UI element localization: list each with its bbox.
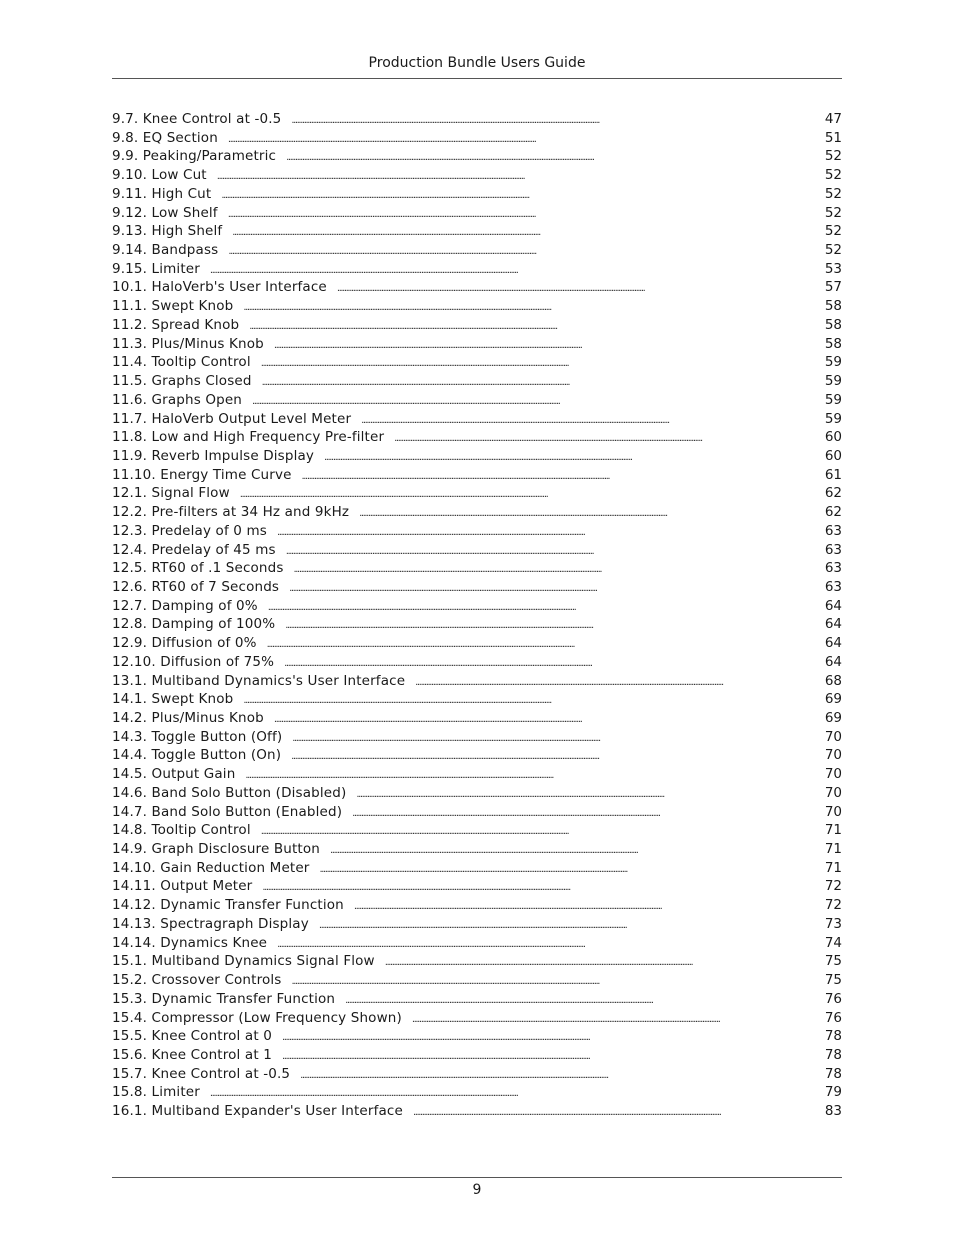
toc-entry-page-number[interactable]: 64 [824, 635, 842, 652]
toc-entry[interactable] [112, 110, 842, 129]
toc-dot-leader [294, 561, 818, 580]
toc-entry-title[interactable]: 15.1. Multiband Dynamics Signal Flow [112, 953, 375, 970]
toc-entry[interactable] [112, 559, 842, 578]
toc-entry[interactable] [112, 784, 842, 803]
toc-dot-leader [217, 168, 818, 187]
toc-entry-title[interactable]: 11.9. Reverb Impulse Display [112, 447, 315, 464]
toc-dot-leader [210, 262, 818, 281]
toc-entry[interactable] [112, 466, 842, 485]
toc-entry-title[interactable]: 14.10. Gain Reduction Meter [112, 859, 310, 876]
toc-entry-page-number[interactable]: 75 [824, 972, 842, 989]
toc-entry[interactable] [112, 541, 842, 560]
toc-entry[interactable] [112, 503, 842, 522]
toc-entry-page-number[interactable]: 72 [824, 878, 842, 895]
toc-entry-title[interactable]: 9.11. High Cut [112, 185, 212, 202]
toc-entry[interactable] [112, 578, 842, 597]
toc-entry-title[interactable]: 9.13. High Shelf [112, 223, 223, 240]
toc-entry[interactable] [112, 147, 842, 166]
toc-entry-title[interactable]: 9.7. Knee Control at -0.5 [112, 111, 282, 127]
toc-entry-title[interactable]: 14.6. Band Solo Button (Disabled) [112, 784, 347, 801]
toc-entry-page-number[interactable]: 60 [824, 447, 842, 464]
toc-dot-leader [228, 131, 818, 150]
toc-entry[interactable] [112, 316, 842, 335]
toc-entry-page-number[interactable]: 47 [824, 111, 842, 127]
toc-entry[interactable] [112, 690, 842, 709]
toc-dot-leader [232, 224, 818, 243]
toc-entry[interactable] [112, 952, 842, 971]
toc-entry-page-number[interactable]: 72 [824, 897, 842, 914]
toc-dot-leader [337, 280, 818, 299]
toc-entry[interactable] [112, 709, 842, 728]
toc-entry-title[interactable]: 9.9. Peaking/Parametric [112, 148, 277, 165]
toc-entry-title[interactable]: 11.4. Tooltip Control [112, 354, 251, 371]
toc-entry[interactable] [112, 653, 842, 672]
toc-entry-title[interactable]: 11.1. Swept Knob [112, 298, 234, 315]
toc-entry-page-number[interactable]: 70 [824, 766, 842, 783]
toc-entry-title[interactable]: 12.8. Damping of 100% [112, 616, 276, 633]
toc-entry-title[interactable]: 14.11. Output Meter [112, 878, 253, 895]
running-header: Production Bundle Users Guide [368, 55, 586, 71]
toc-entry-page-number[interactable]: 52 [824, 242, 842, 259]
toc-entry[interactable] [112, 260, 842, 279]
toc-entry-title[interactable]: 9.8. EQ Section [112, 129, 218, 146]
toc-entry[interactable] [112, 1083, 842, 1102]
toc-entry-title[interactable]: 14.9. Graph Disclosure Button [112, 841, 320, 858]
toc-dot-leader [228, 243, 818, 262]
toc-entry-page-number[interactable]: 52 [824, 223, 842, 240]
toc-entry-page-number[interactable]: 64 [824, 597, 842, 614]
toc-dot-leader [243, 692, 818, 711]
toc-entry-page-number[interactable]: 75 [824, 953, 842, 970]
toc-entry-page-number[interactable]: 52 [824, 185, 842, 202]
toc-dot-leader [240, 486, 818, 505]
toc-entry-page-number[interactable]: 62 [824, 485, 842, 502]
toc-entry-title[interactable]: 14.12. Dynamic Transfer Function [112, 897, 344, 914]
toc-entry[interactable] [112, 896, 842, 915]
toc-entry-page-number[interactable]: 63 [824, 541, 842, 558]
toc-entry-page-number[interactable]: 63 [824, 522, 842, 539]
toc-dot-leader [261, 823, 818, 842]
header-rule [112, 78, 842, 79]
toc-dot-leader [291, 748, 818, 767]
toc-entry-title[interactable]: 14.3. Toggle Button (Off) [112, 728, 283, 745]
toc-entry[interactable] [112, 877, 842, 896]
toc-entry-page-number[interactable]: 74 [824, 934, 842, 951]
toc-dot-leader [354, 898, 818, 917]
toc-dot-leader [221, 187, 818, 206]
toc-entry-page-number[interactable]: 78 [824, 1065, 842, 1082]
toc-entry-page-number[interactable]: 76 [824, 990, 842, 1007]
toc-entry-title[interactable]: 15.8. Limiter [112, 1084, 200, 1101]
toc-entry-page-number[interactable]: 79 [824, 1084, 842, 1101]
toc-entry-title[interactable]: 16.1. Multiband Expander's User Interface [112, 1103, 403, 1120]
toc-dot-leader [302, 468, 818, 487]
toc-entry-title[interactable]: 15.2. Crossover Controls [112, 972, 282, 989]
toc-entry[interactable] [112, 428, 842, 447]
toc-dot-leader [228, 206, 818, 225]
toc-dot-leader [210, 1085, 818, 1104]
toc-entry-page-number[interactable]: 52 [824, 204, 842, 221]
toc-dot-leader [277, 524, 818, 543]
toc-entry-page-number[interactable]: 59 [824, 354, 842, 371]
toc-entry[interactable] [112, 971, 842, 990]
toc-dot-leader [413, 1104, 818, 1123]
toc-dot-leader [285, 617, 818, 636]
toc-entry[interactable] [112, 222, 842, 241]
toc-entry-page-number[interactable]: 73 [824, 915, 842, 932]
toc-dot-leader [282, 1048, 818, 1067]
toc-entry-title[interactable]: 14.2. Plus/Minus Knob [112, 710, 264, 726]
toc-entry-page-number[interactable]: 63 [824, 578, 842, 595]
toc-entry[interactable] [112, 672, 842, 691]
toc-entry-page-number[interactable]: 78 [824, 1046, 842, 1063]
toc-dot-leader [262, 374, 818, 393]
table-of-contents [112, 110, 842, 1121]
toc-entry-title[interactable]: 12.10. Diffusion of 75% [112, 653, 275, 670]
toc-dot-leader [252, 393, 818, 412]
toc-dot-leader [292, 730, 818, 749]
toc-entry-title[interactable]: 11.3. Plus/Minus Knob [112, 335, 264, 352]
toc-dot-leader [324, 449, 818, 468]
page-number: 9 [472, 1182, 482, 1198]
toc-entry-page-number[interactable]: 58 [824, 316, 842, 333]
toc-dot-leader [412, 1011, 818, 1030]
toc-entry-page-number[interactable]: 64 [824, 616, 842, 633]
toc-entry-title[interactable]: 14.8. Tooltip Control [112, 822, 251, 839]
toc-entry-page-number[interactable]: 52 [824, 167, 842, 184]
toc-entry-page-number[interactable]: 64 [824, 653, 842, 670]
toc-entry[interactable] [112, 129, 842, 148]
toc-entry-title[interactable]: 11.7. HaloVerb Output Level Meter [112, 410, 352, 427]
toc-entry[interactable] [112, 166, 842, 185]
toc-dot-leader [385, 954, 818, 973]
toc-dot-leader [291, 973, 818, 992]
toc-dot-leader [286, 149, 818, 168]
toc-dot-leader [330, 842, 818, 861]
toc-entry-page-number[interactable]: 63 [824, 560, 842, 577]
toc-entry-title[interactable]: 10.1. HaloVerb's User Interface [112, 279, 327, 296]
toc-entry-title[interactable]: 11.10. Energy Time Curve [112, 466, 292, 483]
toc-entry[interactable] [112, 484, 842, 503]
toc-dot-leader [262, 879, 818, 898]
toc-entry[interactable] [112, 278, 842, 297]
toc-dot-leader [261, 355, 818, 374]
toc-entry-title[interactable]: 12.4. Predelay of 45 ms [112, 541, 276, 558]
toc-entry-title[interactable]: 12.5. RT60 of .1 Seconds [112, 560, 284, 577]
toc-entry[interactable] [112, 1027, 842, 1046]
toc-entry-title[interactable]: 14.5. Output Gain [112, 766, 236, 783]
toc-dot-leader [243, 299, 818, 318]
toc-entry[interactable] [112, 1102, 842, 1121]
toc-entry-page-number[interactable]: 58 [824, 298, 842, 315]
toc-entry[interactable] [112, 204, 842, 223]
toc-entry[interactable] [112, 634, 842, 653]
toc-entry[interactable] [112, 859, 842, 878]
toc-entry-title[interactable]: 14.4. Toggle Button (On) [112, 747, 282, 764]
toc-entry[interactable] [112, 728, 842, 747]
toc-entry-title[interactable]: 12.2. Pre-filters at 34 Hz and 9kHz [112, 504, 350, 521]
toc-entry-page-number[interactable]: 58 [824, 335, 842, 352]
toc-entry-title[interactable]: 15.7. Knee Control at -0.5 [112, 1065, 291, 1082]
toc-entry-title[interactable]: 12.6. RT60 of 7 Seconds [112, 578, 280, 595]
toc-dot-leader [249, 318, 818, 337]
toc-entry[interactable] [112, 335, 842, 354]
toc-entry-title[interactable]: 12.3. Predelay of 0 ms [112, 522, 267, 539]
toc-entry[interactable] [112, 915, 842, 934]
toc-entry-page-number[interactable]: 78 [824, 1028, 842, 1045]
toc-entry-title[interactable]: 15.6. Knee Control at 1 [112, 1046, 272, 1063]
toc-entry[interactable] [112, 1046, 842, 1065]
toc-entry-title[interactable]: 9.12. Low Shelf [112, 204, 218, 221]
toc-entry[interactable] [112, 615, 842, 634]
toc-entry-page-number[interactable]: 70 [824, 784, 842, 801]
toc-entry-title[interactable]: 12.9. Diffusion of 0% [112, 635, 257, 652]
toc-entry[interactable] [112, 353, 842, 372]
toc-entry-title[interactable]: 14.1. Swept Knob [112, 691, 234, 708]
toc-entry-title[interactable]: 11.8. Low and High Frequency Pre-filter [112, 429, 385, 446]
toc-entry-title[interactable]: 15.5. Knee Control at 0 [112, 1028, 272, 1045]
toc-dot-leader [268, 599, 818, 618]
toc-entry[interactable] [112, 765, 842, 784]
toc-entry-title[interactable]: 14.7. Band Solo Button (Enabled) [112, 803, 343, 820]
toc-entry-page-number[interactable]: 69 [824, 691, 842, 708]
toc-entry-page-number[interactable]: 59 [824, 410, 842, 427]
toc-entry-page-number[interactable]: 71 [824, 859, 842, 876]
toc-entry[interactable] [112, 185, 842, 204]
toc-dot-leader [300, 1067, 818, 1086]
toc-entry-page-number[interactable]: 70 [824, 728, 842, 745]
toc-dot-leader [291, 112, 818, 131]
toc-entry[interactable] [112, 447, 842, 466]
toc-entry-title[interactable]: 15.4. Compressor (Low Frequency Shown) [112, 1009, 402, 1026]
toc-entry-title[interactable]: 15.3. Dynamic Transfer Function [112, 990, 336, 1007]
toc-entry-title[interactable]: 9.14. Bandpass [112, 242, 219, 259]
toc-entry-title[interactable]: 11.2. Spread Knob [112, 316, 240, 333]
toc-dot-leader [394, 430, 818, 449]
toc-entry[interactable] [112, 522, 842, 541]
toc-entry-page-number[interactable]: 60 [824, 429, 842, 446]
toc-dot-leader [267, 636, 818, 655]
toc-dot-leader [415, 674, 818, 693]
toc-entry-page-number[interactable]: 59 [824, 391, 842, 408]
toc-entry-page-number[interactable]: 62 [824, 504, 842, 521]
toc-dot-leader [319, 917, 818, 936]
toc-dot-leader [277, 936, 818, 955]
toc-entry-page-number[interactable]: 69 [824, 710, 842, 726]
toc-dot-leader [284, 655, 818, 674]
toc-entry[interactable] [112, 410, 842, 429]
toc-entry[interactable] [112, 1065, 842, 1084]
toc-entry-page-number[interactable]: 52 [824, 148, 842, 165]
toc-entry-page-number[interactable]: 53 [824, 260, 842, 277]
toc-entry[interactable] [112, 391, 842, 410]
toc-dot-leader [345, 992, 818, 1011]
toc-entry[interactable] [112, 746, 842, 765]
toc-entry-title[interactable]: 9.10. Low Cut [112, 167, 207, 184]
toc-entry[interactable] [112, 372, 842, 391]
toc-entry[interactable] [112, 297, 842, 316]
toc-dot-leader [286, 543, 818, 562]
toc-dot-leader [282, 1029, 818, 1048]
toc-entry-page-number[interactable]: 71 [824, 822, 842, 839]
toc-entry-page-number[interactable]: 68 [824, 672, 842, 689]
toc-dot-leader [361, 412, 818, 431]
toc-entry-page-number[interactable]: 61 [824, 466, 842, 483]
toc-entry[interactable] [112, 934, 842, 953]
toc-entry-page-number[interactable]: 70 [824, 747, 842, 764]
toc-dot-leader [356, 786, 818, 805]
toc-entry-title[interactable]: 13.1. Multiband Dynamics's User Interface [112, 672, 406, 689]
toc-entry[interactable] [112, 241, 842, 260]
toc-entry-title[interactable]: 14.13. Spectragraph Display [112, 915, 309, 932]
toc-dot-leader [352, 805, 818, 824]
toc-entry[interactable] [112, 1009, 842, 1028]
footer-rule [112, 1177, 842, 1178]
toc-entry[interactable] [112, 803, 842, 822]
toc-dot-leader [320, 861, 819, 880]
toc-entry-title[interactable]: 12.7. Damping of 0% [112, 597, 258, 614]
toc-entry-page-number[interactable]: 83 [824, 1103, 842, 1120]
toc-entry-title[interactable]: 9.15. Limiter [112, 260, 200, 277]
toc-entry-page-number[interactable]: 71 [824, 841, 842, 858]
toc-dot-leader [289, 580, 818, 599]
toc-entry[interactable] [112, 840, 842, 859]
toc-entry-title[interactable]: 11.5. Graphs Closed [112, 373, 252, 390]
toc-dot-leader [274, 337, 818, 356]
toc-entry-page-number[interactable]: 76 [824, 1009, 842, 1026]
toc-entry[interactable] [112, 990, 842, 1009]
toc-entry[interactable] [112, 821, 842, 840]
toc-dot-leader [359, 505, 818, 524]
toc-entry-title[interactable]: 14.14. Dynamics Knee [112, 934, 268, 951]
toc-dot-leader [274, 711, 818, 730]
toc-entry-page-number[interactable]: 51 [824, 129, 842, 146]
toc-entry[interactable] [112, 597, 842, 616]
toc-entry-page-number[interactable]: 57 [824, 279, 842, 296]
toc-entry-title[interactable]: 11.6. Graphs Open [112, 391, 242, 408]
toc-entry-page-number[interactable]: 59 [824, 373, 842, 390]
toc-entry-page-number[interactable]: 70 [824, 803, 842, 820]
toc-dot-leader [245, 767, 818, 786]
toc-entry-title[interactable]: 12.1. Signal Flow [112, 485, 230, 502]
